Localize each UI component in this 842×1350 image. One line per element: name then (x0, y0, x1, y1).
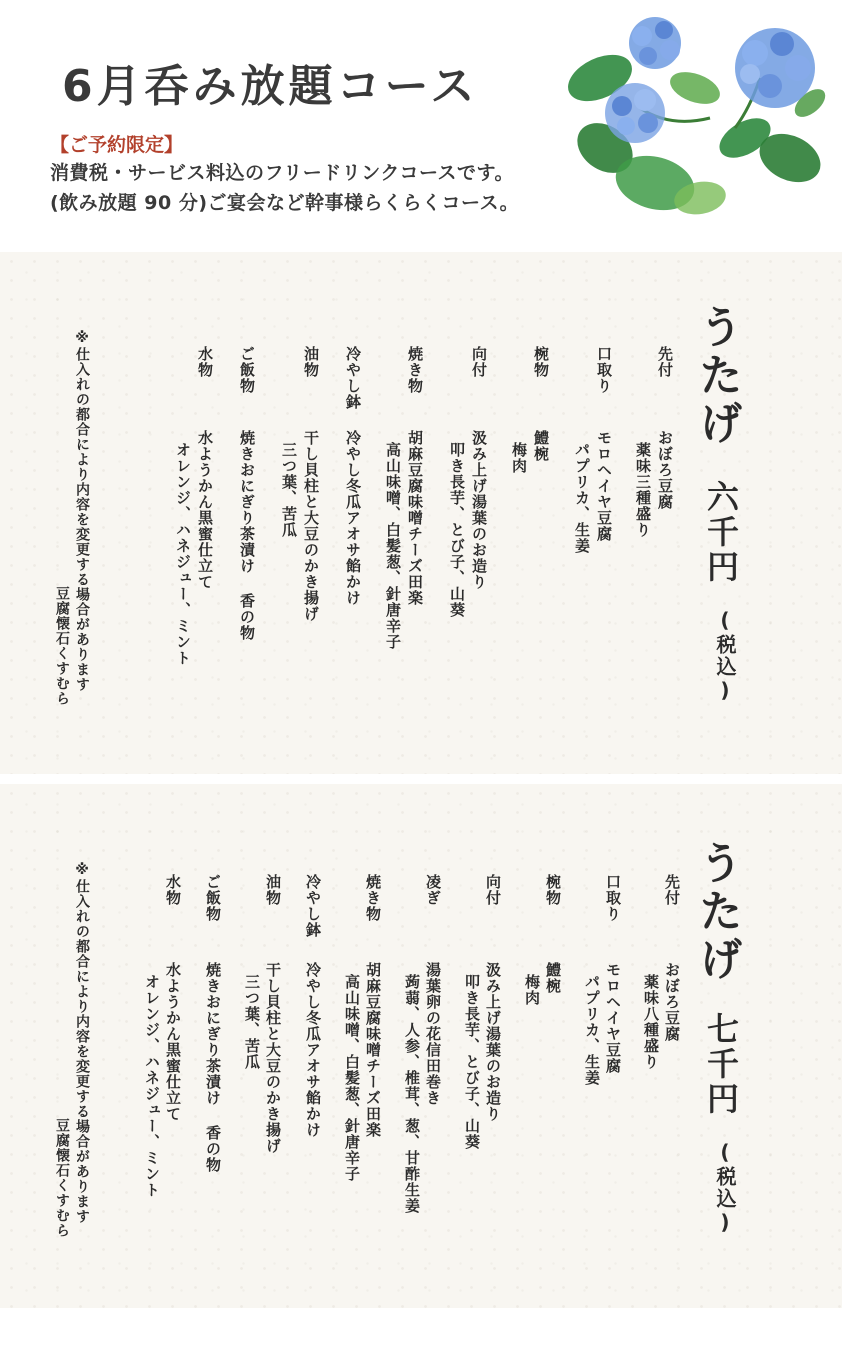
menu-item-label: ご飯物 (204, 874, 222, 922)
menu-item-dish-detail: 梅肉 (510, 442, 528, 474)
restaurant-name: 豆腐懐石くすむら (54, 1118, 70, 1238)
menu-item-dish: 汲み上げ湯葉のお造り (484, 962, 502, 1122)
menu-item-label: 口取り (604, 874, 622, 922)
menu-item-dish: 鱧椀 (532, 430, 550, 462)
menu-item-dish-detail: 叩き長芋、とび子、山葵 (463, 974, 481, 1150)
menu-item-dish-detail: オレンジ、ハネジュー、ミント (143, 974, 161, 1198)
menu-item-label: 水物 (164, 874, 182, 906)
course-tax-note: (税込) (713, 608, 737, 704)
menu-item-dish: 焼きおにぎり茶漬け 香の物 (238, 430, 256, 641)
menu-item-dish-detail: 高山味噌、白髪葱、針唐辛子 (343, 974, 361, 1182)
menu-item-dish: 焼きおにぎり茶漬け 香の物 (204, 962, 222, 1173)
menu-item-label: 焼き物 (364, 874, 382, 922)
page-title: 6月呑み放題コース (62, 61, 479, 112)
sourcing-note: ※仕入れの都合により内容を変更する場合があります (74, 862, 90, 1224)
menu-item-dish: 湯葉卵の花信田巻き (424, 962, 442, 1106)
menu-item-dish: 水ようかん黒蜜仕立て (164, 962, 182, 1122)
menu-item-label: 冷やし鉢 (304, 874, 322, 938)
menu-item-dish: 胡麻豆腐味噌チーズ田楽 (364, 962, 382, 1138)
menu-item-label: 焼き物 (406, 346, 424, 394)
menu-item-dish: モロヘイヤ豆腐 (604, 962, 622, 1074)
menu-item-dish-detail: 梅肉 (523, 974, 541, 1006)
menu-item-dish: 胡麻豆腐味噌チーズ田楽 (406, 430, 424, 606)
course-name: うたげ (691, 304, 742, 448)
course-panel-6000 (0, 252, 842, 774)
menu-item-dish-detail: オレンジ、ハネジュー、ミント (174, 442, 192, 666)
course-panel-7000 (0, 784, 842, 1308)
menu-item-dish: モロヘイヤ豆腐 (595, 430, 613, 542)
menu-item-label: 先付 (663, 874, 681, 906)
course-tax-note: (税込) (713, 1140, 737, 1236)
menu-item-dish: 冷やし冬瓜アオサ餡かけ (344, 430, 362, 606)
menu-item-label: 凌ぎ (424, 874, 442, 906)
restaurant-name: 豆腐懐石くすむら (54, 586, 70, 706)
menu-item-dish-detail: 三つ葉、苦瓜 (280, 442, 298, 538)
course-name: うたげ (691, 840, 742, 984)
page-header (0, 0, 842, 250)
menu-item-label: 油物 (302, 346, 320, 378)
menu-item-dish: 水ようかん黒蜜仕立て (196, 430, 214, 590)
menu-item-dish-detail: パプリカ、生姜 (583, 974, 601, 1086)
menu-item-dish-detail: 薬味三種盛り (634, 442, 652, 538)
menu-item-label: 冷やし鉢 (344, 346, 362, 410)
menu-item-dish: 汲み上げ湯葉のお造り (470, 430, 488, 590)
menu-item-dish-detail: 高山味噌、白髪葱、針唐辛子 (384, 442, 402, 650)
menu-item-dish-detail: 蒟蒻、人参、椎茸、葱、甘酢生姜 (403, 974, 421, 1214)
menu-item-label: 油物 (264, 874, 282, 906)
sourcing-note: ※仕入れの都合により内容を変更する場合があります (74, 330, 90, 692)
menu-item-label: ご飯物 (238, 346, 256, 394)
menu-item-dish-detail: 薬味八種盛り (642, 974, 660, 1070)
menu-item-dish: 鱧椀 (544, 962, 562, 994)
reservation-only-label: 【ご予約限定】 (50, 134, 184, 156)
menu-item-dish: 冷やし冬瓜アオサ餡かけ (304, 962, 322, 1138)
menu-item-dish: 干し貝柱と大豆のかき揚げ (264, 962, 282, 1154)
menu-item-label: 先付 (656, 346, 674, 378)
menu-item-dish: おぼろ豆腐 (663, 962, 681, 1042)
course-description-line2: (飲み放題 90 分)ご宴会など幹事様らくらくコース。 (50, 192, 520, 214)
menu-item-label: 向付 (484, 874, 502, 906)
menu-item-dish-detail: パプリカ、生姜 (573, 442, 591, 554)
menu-item-label: 水物 (196, 346, 214, 378)
course-price: 七千円 (702, 1012, 740, 1117)
menu-item-label: 椀物 (544, 874, 562, 906)
menu-item-dish-detail: 三つ葉、苦瓜 (243, 974, 261, 1070)
menu-item-dish: 干し貝柱と大豆のかき揚げ (302, 430, 320, 622)
hydrangea-illustration-icon (560, 8, 830, 223)
menu-item-label: 椀物 (532, 346, 550, 378)
course-description-line1: 消費税・サービス料込のフリードリンクコースです。 (50, 162, 515, 184)
menu-item-dish-detail: 叩き長芋、とび子、山葵 (448, 442, 466, 618)
menu-item-label: 口取り (595, 346, 613, 394)
menu-item-label: 向付 (470, 346, 488, 378)
menu-item-dish: おぼろ豆腐 (656, 430, 674, 510)
course-price: 六千円 (702, 480, 740, 585)
